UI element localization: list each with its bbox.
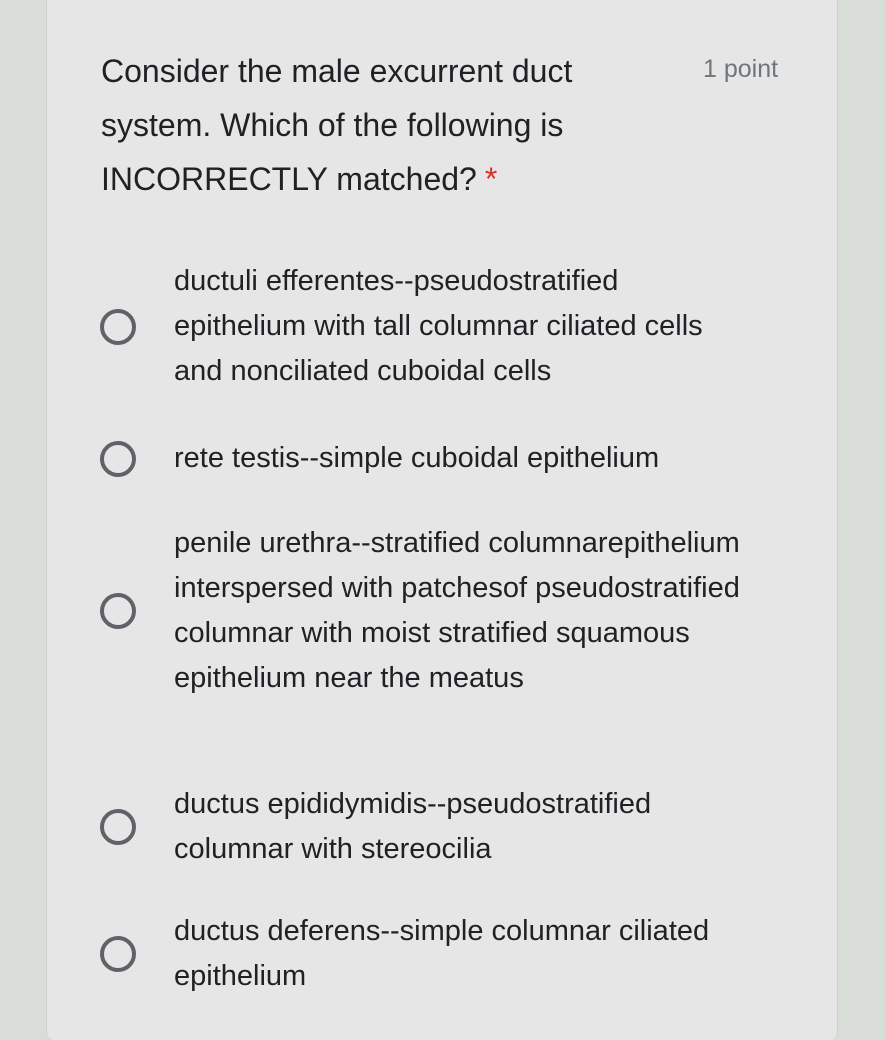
radio-button[interactable] <box>100 309 136 345</box>
radio-button[interactable] <box>100 593 136 629</box>
option-penile-urethra[interactable] <box>100 521 760 701</box>
option-rete-testis[interactable] <box>100 436 760 481</box>
required-marker: * <box>484 161 498 197</box>
points-label: 1 point <box>703 55 779 83</box>
option-ductus-epididymidis[interactable] <box>100 782 760 872</box>
option-label: rete testis--simple cuboidal epithelium <box>174 442 660 474</box>
question-title <box>101 44 661 206</box>
option-ductus-deferens[interactable] <box>100 909 760 999</box>
radio-button[interactable] <box>100 936 136 972</box>
option-ductuli-efferentes[interactable] <box>100 259 760 394</box>
option-label: penile urethra--stratified columnarepithelium interspersed with patchesof pseudostratified columnar with moist stratified squamous epithelium near the meatus <box>174 527 740 694</box>
radio-button[interactable] <box>100 441 136 477</box>
option-label: ductus deferens--simple columnar ciliated epithelium <box>174 915 710 992</box>
radio-button[interactable] <box>100 809 136 845</box>
option-label: ductuli efferentes--pseudostratified epithelium with tall columnar ciliated cells and nonciliated cuboidal cells <box>174 265 703 387</box>
question-text: Consider the male excurrent duct system. Which of the following is INCORRECTLY matched? <box>101 53 573 197</box>
option-label: ductus epididymidis--pseudostratified columnar with stereocilia <box>174 788 652 865</box>
